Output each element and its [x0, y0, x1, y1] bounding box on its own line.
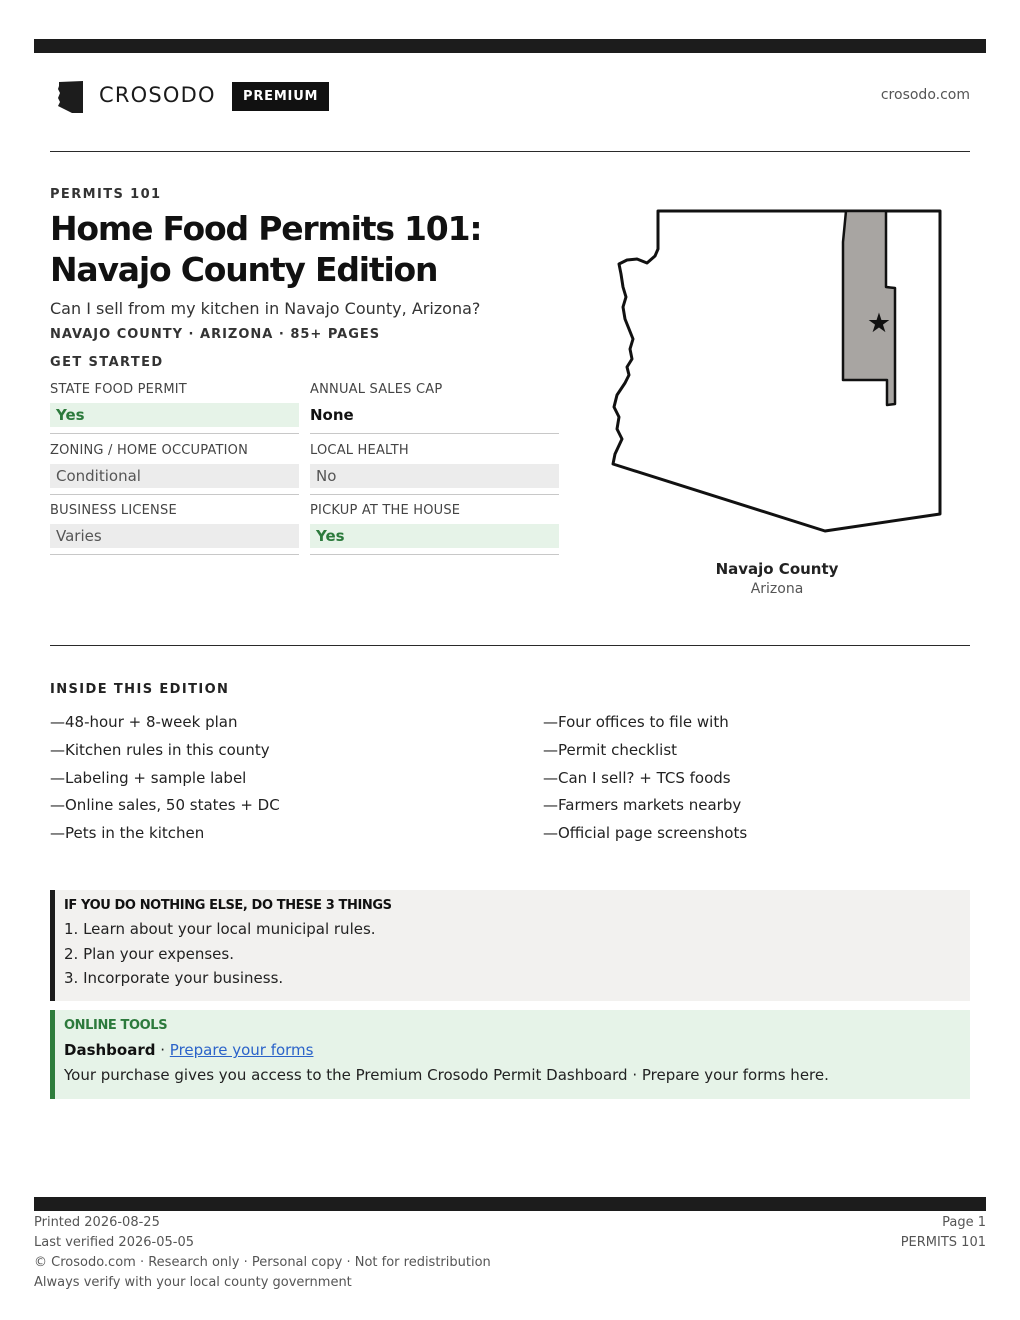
- three-things-callout: [50, 890, 970, 1001]
- tools-title: ONLINE TOOLS: [64, 1018, 168, 1033]
- edition-meta: NAVAJO COUNTY · ARIZONA · 85+ PAGES: [50, 327, 381, 342]
- printed-date: Printed 2026-08-25: [34, 1215, 160, 1230]
- toc-item: —Online sales, 50 states + DC: [50, 796, 280, 815]
- fact-label: STATE FOOD PERMIT: [50, 382, 187, 397]
- premium-badge: PREMIUM: [232, 82, 329, 111]
- toc-item: —Official page screenshots: [543, 824, 748, 843]
- toc-item: —Pets in the kitchen: [50, 824, 205, 843]
- fact-label: ANNUAL SALES CAP: [310, 382, 443, 397]
- toc-item: —48-hour + 8-week plan: [50, 713, 238, 731]
- toc-item: —Can I sell? + TCS foods: [543, 768, 731, 787]
- bottom-bar: [34, 1197, 986, 1211]
- callout-item: 1. Learn about your local municipal rules.: [64, 920, 376, 938]
- callout-title: IF YOU DO NOTHING ELSE, DO THESE 3 THINGS: [64, 898, 392, 913]
- toc-left: [50, 709, 280, 848]
- page-number: Page 1: [942, 1215, 986, 1230]
- fact-label: PICKUP AT THE HOUSE: [310, 503, 461, 518]
- header-divider: [50, 151, 970, 152]
- fact-label: LOCAL HEALTH: [310, 443, 409, 458]
- tools-dashboard-line: [64, 1038, 970, 1063]
- top-bar: [34, 39, 986, 53]
- verify-disclaimer: Always verify with your local county government: [34, 1275, 352, 1290]
- fact-value: Varies: [50, 524, 299, 548]
- callout-item: 2. Plan your expenses.: [64, 944, 234, 963]
- page-subtitle: Can I sell from my kitchen in Navajo County, Arizona?: [50, 299, 481, 318]
- brand-name[interactable]: CROSODO: [99, 83, 216, 107]
- fact-state-food-permit: [50, 382, 299, 434]
- fact-business-license: [50, 503, 299, 555]
- toc-item: —Permit checklist: [543, 740, 678, 759]
- separator: ·: [155, 1041, 170, 1059]
- verified-date: Last verified 2026-05-05: [34, 1235, 194, 1250]
- inside-heading: INSIDE THIS EDITION: [50, 682, 230, 697]
- footer-left: [34, 1213, 491, 1293]
- footer-section: PERMITS 101: [900, 1235, 986, 1250]
- fact-pickup: [310, 503, 559, 555]
- state-map: [605, 202, 950, 537]
- online-tools-box: [50, 1010, 970, 1099]
- footer-right: [901, 1213, 986, 1253]
- toc-item: —Farmers markets nearby: [543, 796, 742, 815]
- prepare-forms-link[interactable]: Prepare your forms: [169, 1041, 314, 1059]
- section-kicker: PERMITS 101: [50, 187, 162, 202]
- tools-description: Your purchase gives you access to the Premium Crosodo Permit Dashboard · Prepare your forms here.: [64, 1066, 829, 1084]
- arizona-shape-icon: [56, 80, 84, 114]
- star-icon: ★: [866, 308, 892, 339]
- toc-item: —Four offices to file with: [543, 713, 729, 731]
- toc-right: [543, 709, 747, 848]
- fact-label: ZONING / HOME OCCUPATION: [50, 443, 249, 458]
- fact-zoning: [50, 443, 299, 495]
- fact-annual-sales-cap: [310, 382, 559, 434]
- fact-value: Yes: [50, 403, 299, 427]
- fact-local-health: [310, 443, 559, 495]
- site-url[interactable]: crosodo.com: [880, 87, 970, 103]
- toc-item: —Labeling + sample label: [50, 768, 247, 787]
- map-state-label: Arizona: [750, 581, 804, 597]
- section-divider: [50, 645, 970, 646]
- fact-value: No: [310, 464, 559, 488]
- fact-value: Conditional: [50, 464, 299, 488]
- dashboard-label: Dashboard: [64, 1041, 156, 1059]
- fact-label: BUSINESS LICENSE: [50, 503, 177, 518]
- map-caption: [677, 560, 877, 597]
- fact-value: Yes: [310, 524, 559, 548]
- callout-item: 3. Incorporate your business.: [64, 969, 284, 987]
- page-title: Home Food Permits 101: Navajo County Edition: [50, 209, 482, 289]
- fact-value: None: [310, 406, 354, 424]
- page-header: [50, 75, 970, 119]
- map-county-label: Navajo County: [715, 560, 839, 578]
- toc-item: —Kitchen rules in this county: [50, 740, 270, 759]
- get-started-heading: GET STARTED: [50, 355, 164, 370]
- copyright-notice: © Crosodo.com · Research only · Personal copy · Not for redistribution: [34, 1255, 491, 1270]
